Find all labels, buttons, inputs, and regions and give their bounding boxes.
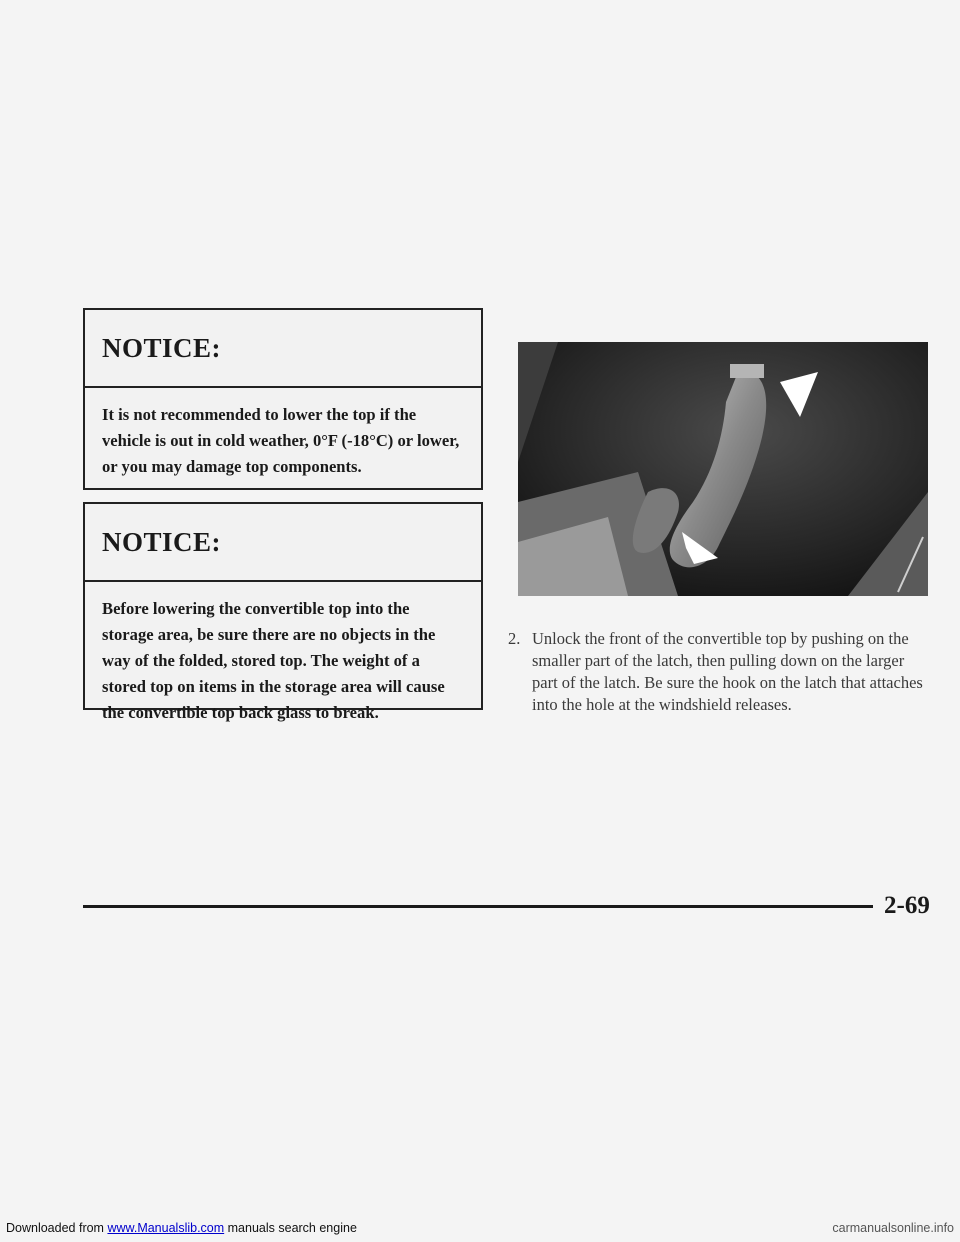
- credit-prefix: Downloaded from: [6, 1221, 108, 1235]
- notice-box-storage-area: [83, 502, 483, 722]
- notice-body: Before lowering the convertible top into the storage area, be sure there are no objects in the way of the folded, stored top. The weight of a stored top on items in the storage area will cause the convertible top back glass to break.: [102, 599, 445, 722]
- credit-suffix: manuals search engine: [224, 1221, 357, 1235]
- watermark: carmanualsonline.info: [832, 1221, 954, 1235]
- page-number: 2-69: [884, 892, 930, 919]
- notice-box-cold-weather: [83, 308, 483, 490]
- manualslib-link[interactable]: www.Manualslib.com: [107, 1221, 225, 1235]
- download-credit: [6, 1221, 357, 1235]
- instruction-step-2: [508, 628, 928, 716]
- notice-title: NOTICE:: [102, 332, 222, 363]
- notice-body: It is not recommended to lower the top if the vehicle is out in cold weather, 0°F (-18°C) or lower, or you may damage top components.: [102, 405, 460, 476]
- notice-header: [85, 504, 481, 582]
- step-number: 2.: [508, 629, 521, 648]
- step-text: Unlock the front of the convertible top by pushing on the smaller part of the latch, then pulling down on the larger part of the latch. Be sure the hook on the latch that attaches into the hole at the windshield releases.: [532, 629, 923, 714]
- notice-title: NOTICE:: [102, 526, 222, 557]
- notice-header: [85, 310, 481, 388]
- page-rule: [83, 905, 873, 908]
- latch-photo-illustration: [518, 342, 928, 596]
- latch-photo: [518, 342, 928, 596]
